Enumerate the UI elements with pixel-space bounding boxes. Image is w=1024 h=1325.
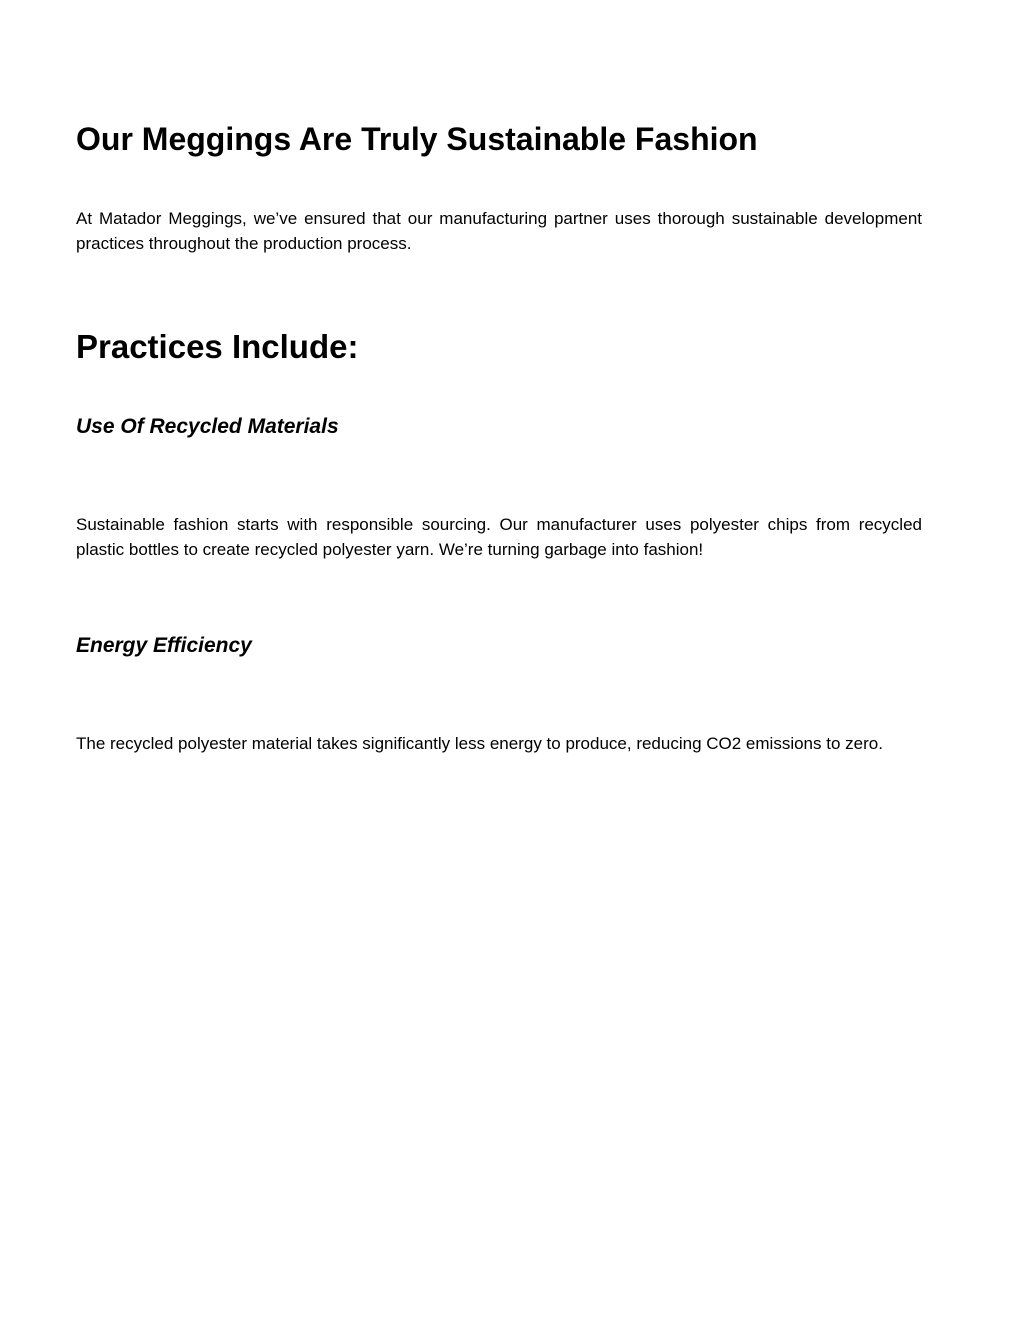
page-title: Our Meggings Are Truly Sustainable Fashion — [76, 121, 758, 157]
section-body-energy-efficiency: The recycled polyester material takes significantly less energy to produce, reducing CO2 emissions to zero. — [76, 734, 883, 753]
section-heading-recycled-materials: Use Of Recycled Materials — [76, 415, 339, 438]
section-body-recycled-materials: Sustainable fashion starts with responsible sourcing. Our manufacturer uses polyester chips from recycled plastic bottles to create recycled polyester yarn. We’re turning garbage into fashion! — [76, 515, 922, 559]
intro-paragraph: At Matador Meggings, we’ve ensured that our manufacturing partner uses thorough sustainable development practices throughout the production process. — [76, 209, 922, 253]
section-heading-energy-efficiency: Energy Efficiency — [76, 634, 252, 657]
practices-heading: Practices Include: — [76, 328, 359, 365]
